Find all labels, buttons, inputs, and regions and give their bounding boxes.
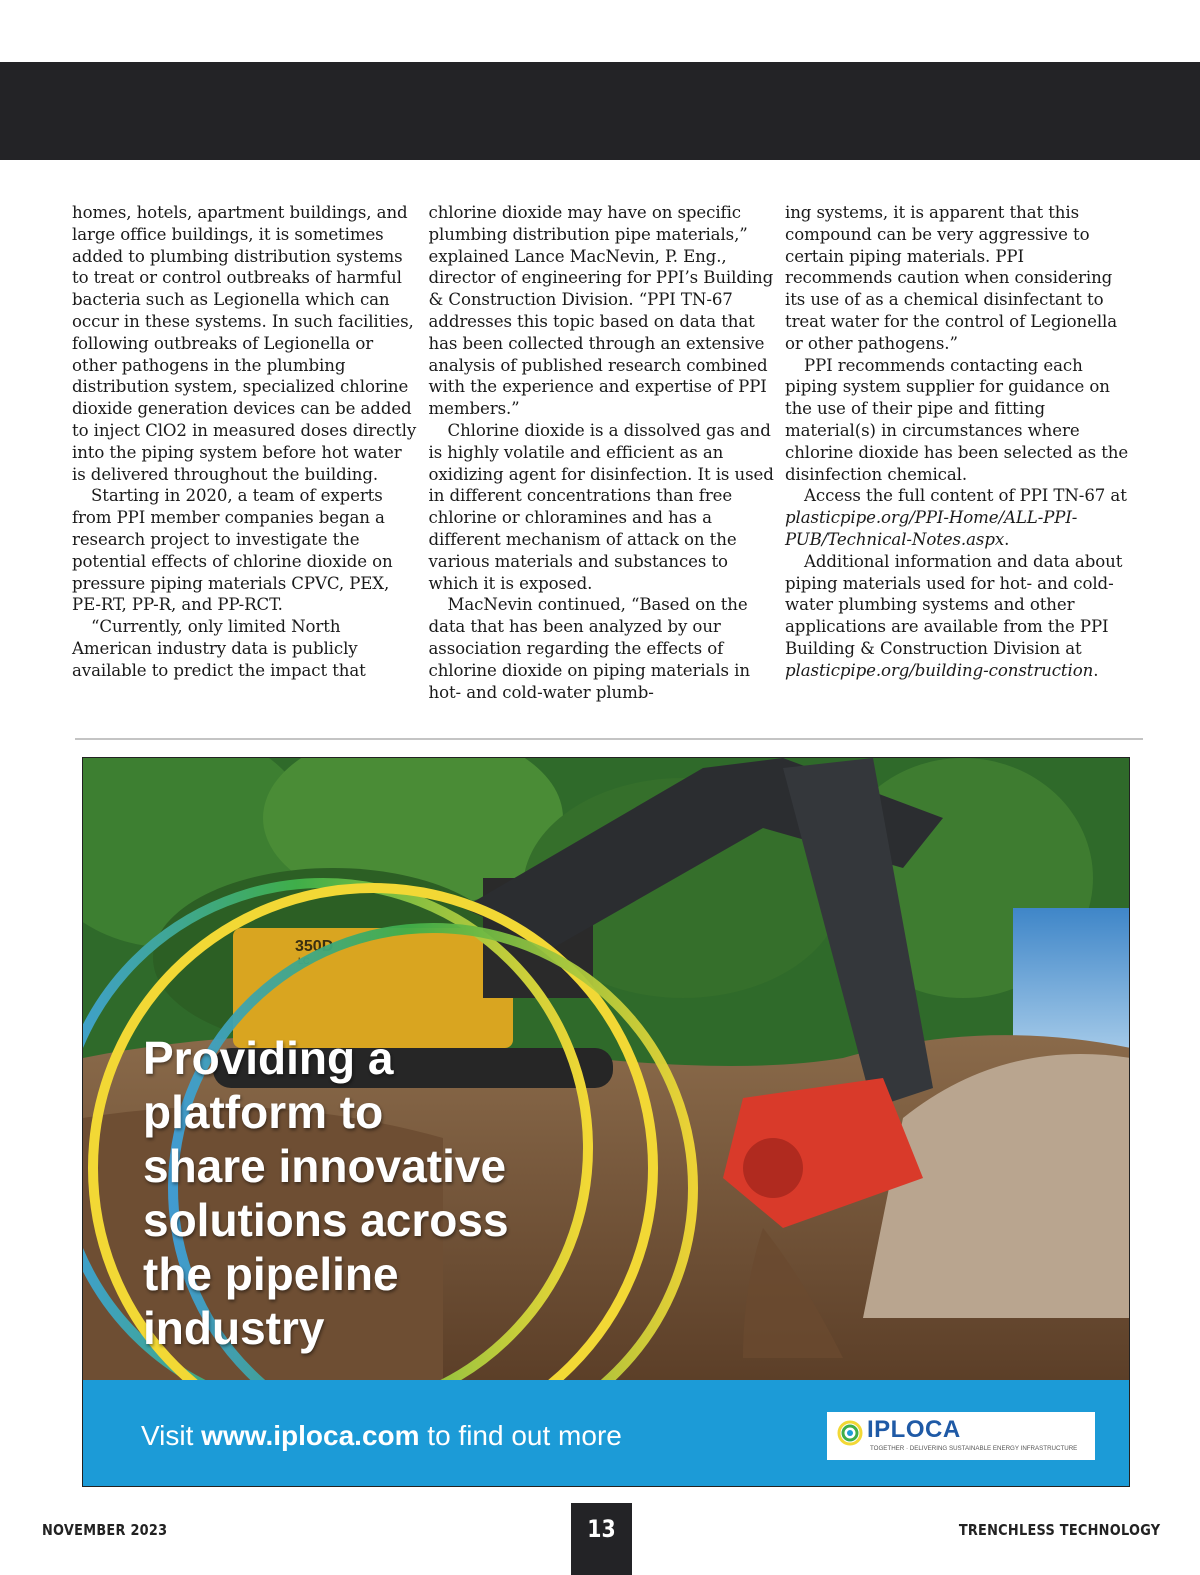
paragraph-text: Additional information and data about piping materials used for hot- and cold-water plumbing systems and other applications are available from the PPI Building & Construction Division at: [785, 551, 1123, 658]
cta-suffix: to find out more: [419, 1420, 622, 1451]
sky-gap-shape: [1013, 908, 1130, 1058]
issue-date: NOVEMBER 2023: [42, 1521, 168, 1539]
article-paragraph: PPI recommends contacting each piping system supplier for guidance on the use of their pipe and fitting material(s) in circumstances where chlorine dioxide has been selected as the disinfection chemical.: [785, 355, 1129, 484]
article-paragraph: chlorine dioxide may have on specific plumbing distribution pipe materials,” explained Lance MacNevin, P. Eng., director of engineering for PPI’s Building & Construction Division. “PPI TN-67 addresses this topic based on data that has been collected through an extensive analysis of published research combined with the experience and expertise of PPI members.”: [428, 203, 774, 419]
machine-model-label: 350D: [295, 938, 334, 955]
headline-line: platform to: [143, 1086, 384, 1138]
headline-line: the pipeline: [143, 1248, 399, 1300]
header-band: [0, 62, 1200, 160]
section-divider: [75, 738, 1143, 740]
iploca-website-link[interactable]: www.iploca.com: [201, 1420, 420, 1451]
headline-line: share innovative: [143, 1140, 507, 1192]
cta-prefix: Visit: [141, 1420, 202, 1451]
mulcher-drum-shape: [743, 1138, 803, 1198]
headline-line: solutions across: [143, 1194, 509, 1246]
article-paragraph: ing systems, it is apparent that this compound can be very aggressive to certain piping materials. PPI recommends caution when considering its use of as a chemical disinfectant to treat water for the control of Legionella or other pathogens.”: [785, 203, 1118, 353]
publication-name: TRENCHLESS TECHNOLOGY: [958, 1521, 1160, 1539]
logo-name: IPLOCA: [867, 1416, 961, 1443]
page-number: 13: [587, 1515, 616, 1543]
article-paragraph: “Currently, only limited North American industry data is publicly available to predict the impact that: [72, 617, 366, 680]
headline-line: Providing a: [143, 1032, 394, 1084]
excavator-body-shape: [233, 928, 513, 1048]
iploca-logo-icon: [837, 1420, 863, 1446]
paragraph-text: .: [1004, 529, 1010, 549]
ad-cta-bar: [83, 1380, 1130, 1487]
ad-cta-text: [141, 1420, 622, 1452]
page-number-box: [571, 1503, 632, 1575]
article-paragraph: homes, hotels, apartment buildings, and large office buildings, it is sometimes added to plumbing distribution systems to treat or control outbreaks of harmful bacteria such as Legionella which can occur in these systems. In such facilities, following outbreaks of Legionella or other pathogens in the plumbing distribution system, specialized chlorine dioxide generation devices can be added to inject ClO2 in measured doses directly into the piping system before hot water is delivered throughout the building.: [72, 203, 417, 484]
paragraph-text: Access the full content of PPI TN-67 at: [804, 486, 1127, 506]
article-body: [72, 202, 1132, 703]
article-paragraph: [785, 485, 1132, 550]
article-column-2: [429, 202, 776, 703]
ad-headline: [143, 1031, 663, 1355]
article-column-1: [72, 202, 419, 703]
paragraph-text: .: [1093, 660, 1099, 680]
machine-model-sublabel: LC: [298, 956, 310, 966]
building-construction-link[interactable]: plasticpipe.org/building-construction: [785, 660, 1094, 680]
article-paragraph: Chlorine dioxide is a dissolved gas and is highly volatile and efficient as an oxidizing agent for disinfection. It is used in different concentrations than free chlorine or chloramines and has a different mechanism of attack on the various materials and substances to which it is exposed.: [428, 420, 774, 593]
article-paragraph: Starting in 2020, a team of experts from PPI member companies began a research project to investigate the potential effects of chlorine dioxide on pressure piping materials CPVC, PEX, PE-RT, PP-R, and PP-RCT.: [72, 486, 393, 615]
article-paragraph: MacNevin continued, “Based on the data that has been analyzed by our association regarding the effects of chlorine dioxide on piping materials in hot- and cold-water plumb-: [428, 595, 750, 702]
headline-line: industry: [143, 1302, 325, 1354]
article-paragraph: [785, 551, 1132, 682]
article-column-3: [785, 202, 1132, 703]
iploca-logo[interactable]: [827, 1412, 1095, 1460]
logo-tagline: TOGETHER · DELIVERING SUSTAINABLE ENERGY INFRASTRUCTURE: [870, 1445, 1078, 1452]
tn67-link[interactable]: plasticpipe.org/PPI-Home/ALL-PPI-PUB/Technical-Notes.aspx: [785, 508, 1078, 549]
iploca-advertisement[interactable]: [82, 757, 1130, 1487]
